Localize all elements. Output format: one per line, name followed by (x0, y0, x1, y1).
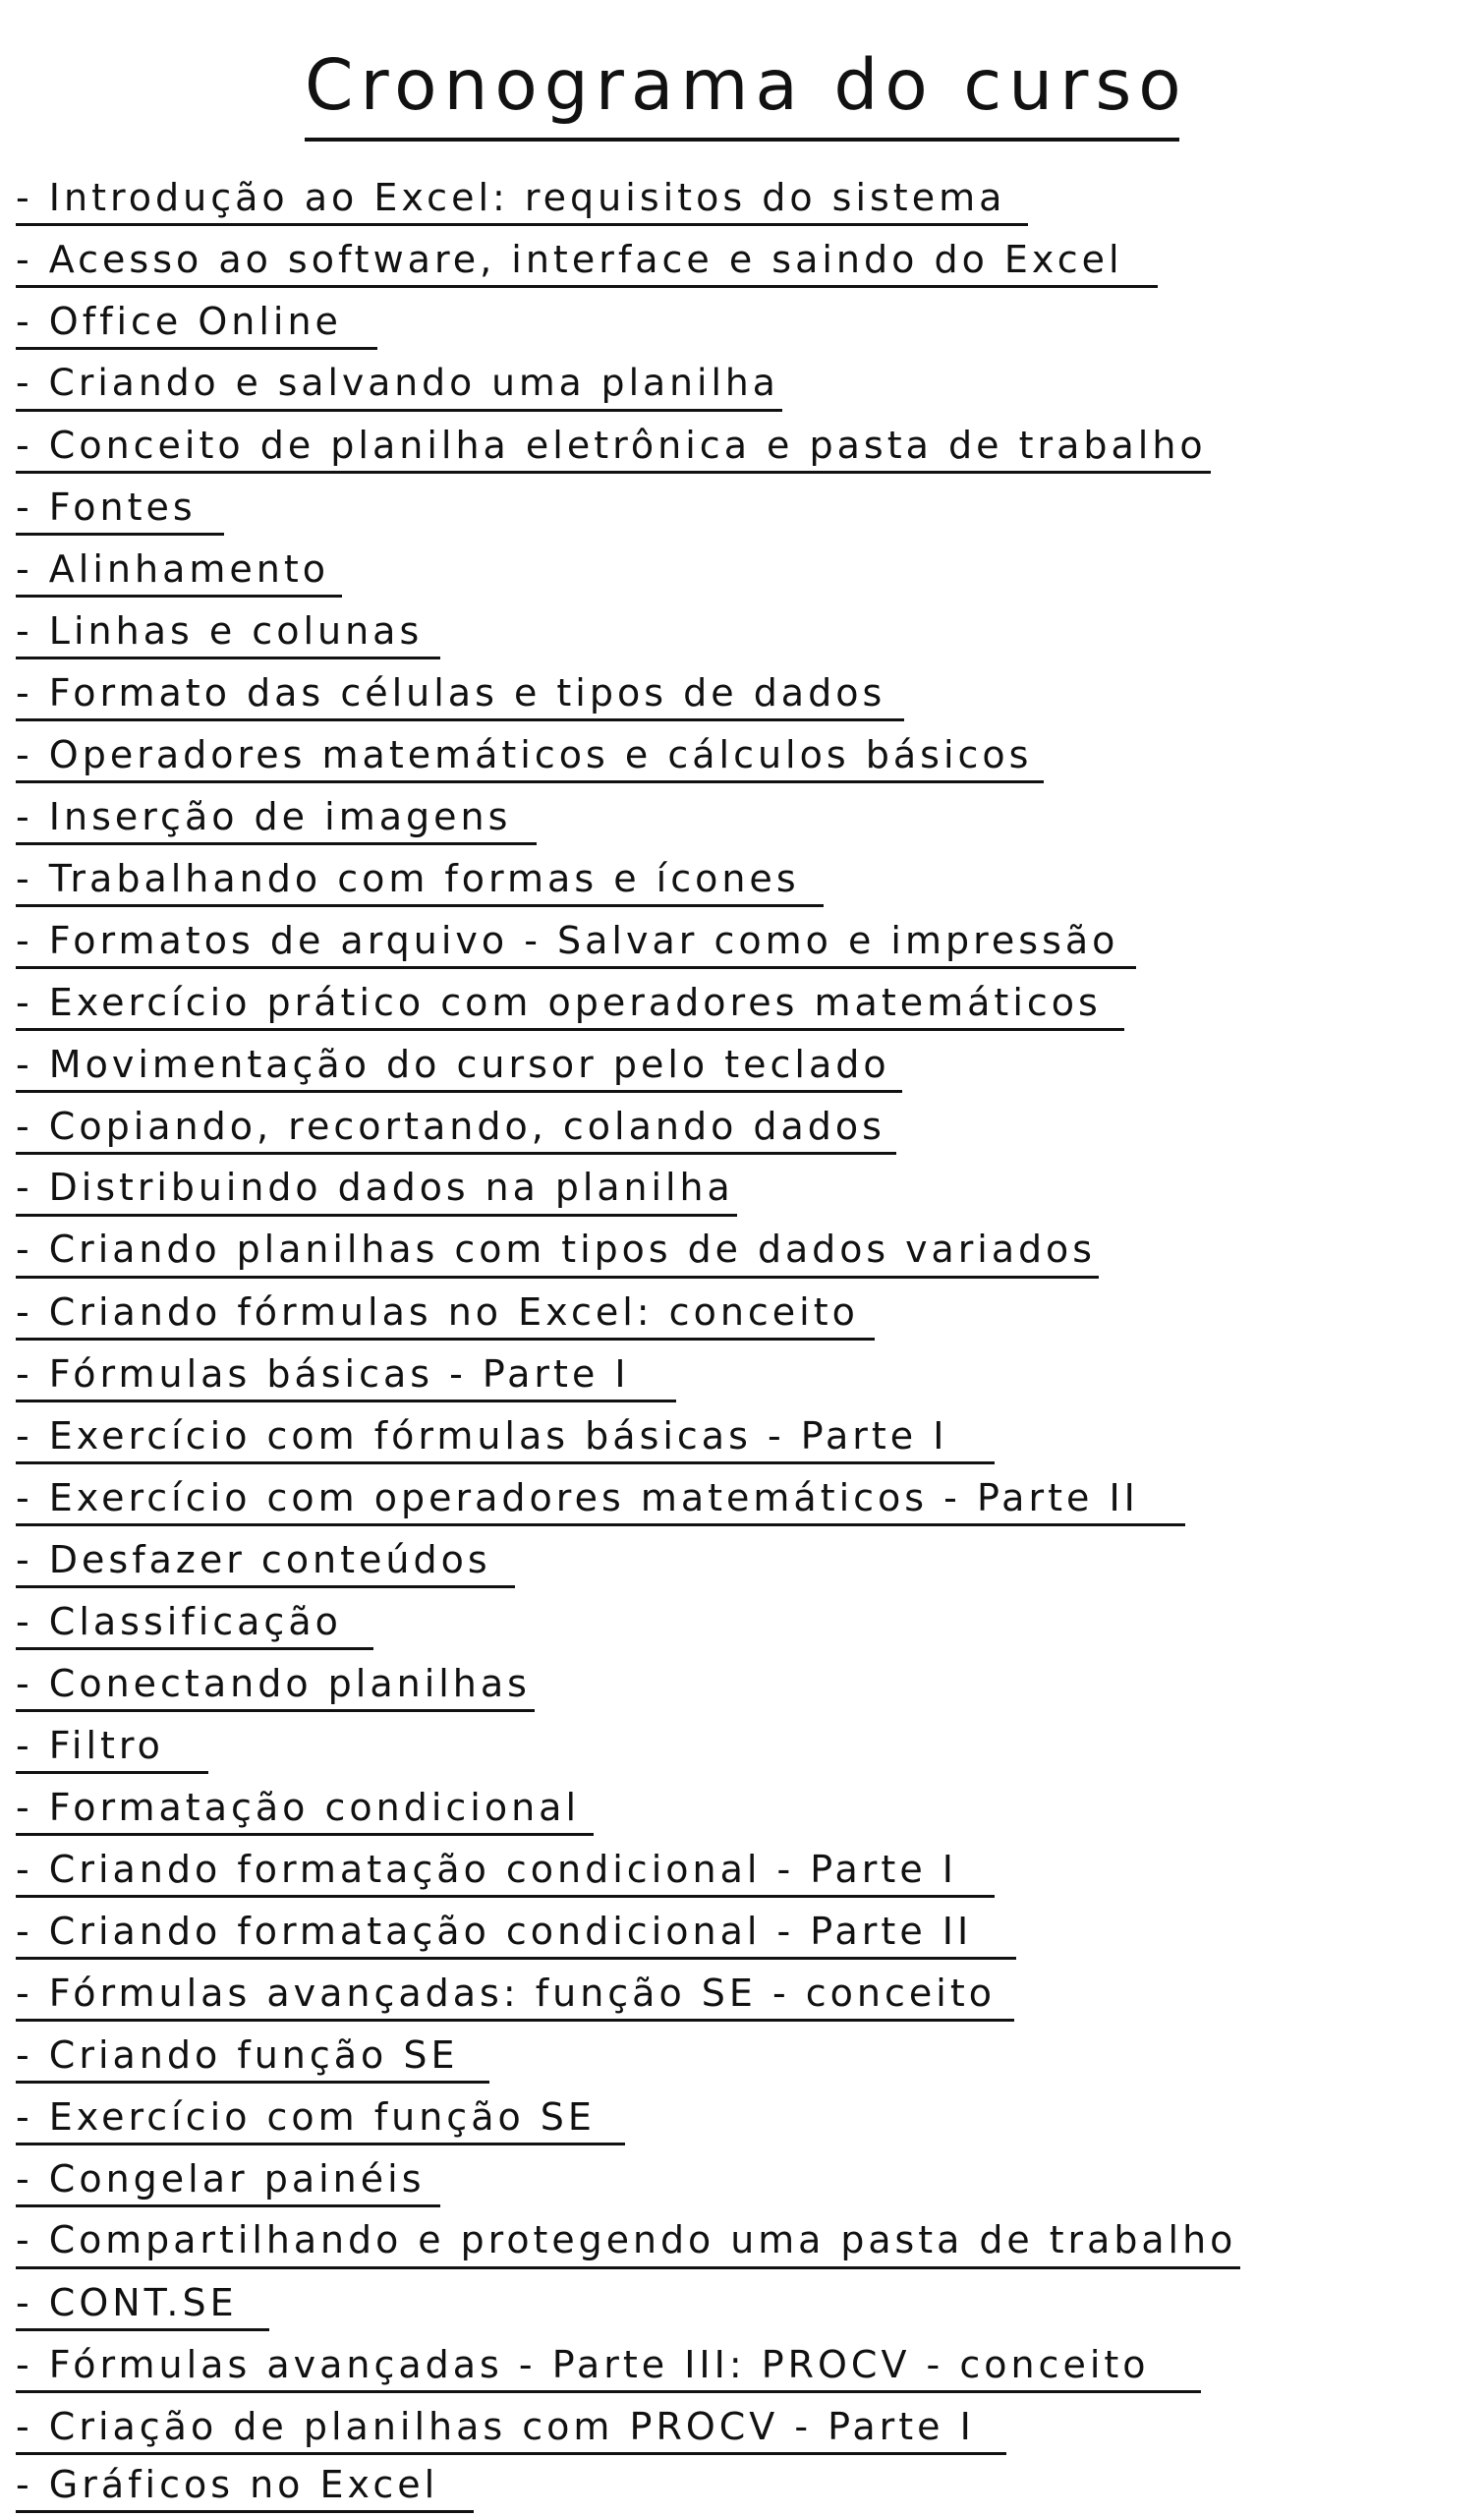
list-item (16, 1529, 515, 1588)
list-item-underline (16, 533, 224, 536)
list-item-text: - Formato das células e tipos de dados (16, 671, 886, 715)
list-item-underline (16, 1895, 995, 1898)
list-item-text: - Formatação condicional (16, 1786, 581, 1829)
list-item (16, 1344, 676, 1402)
list-item (16, 2334, 1201, 2393)
list-item (16, 2210, 1240, 2269)
list-item-text: - Introdução ao Excel: requisitos do sistema (16, 176, 1006, 219)
list-item-text: - Formatos de arquivo - Salvar como e impressão (16, 919, 1119, 962)
list-item-text: - Desfazer conteúdos (16, 1538, 491, 1581)
list-item-underline (16, 2510, 474, 2513)
list-item-underline (16, 1276, 1099, 1279)
list-item-underline (16, 718, 904, 721)
list-item (16, 1653, 535, 1712)
list-item-underline (16, 780, 1044, 783)
list-item (16, 1839, 995, 1898)
list-item-underline (16, 1214, 737, 1217)
list-item-underline (16, 347, 377, 350)
list-item (16, 848, 824, 907)
list-item (16, 2087, 625, 2145)
list-item (16, 1591, 373, 1650)
list-item (16, 662, 904, 721)
list-item (16, 1282, 875, 1341)
list-item-underline (16, 2204, 440, 2207)
list-item-underline (16, 842, 537, 845)
list-item-text: - Criando planilhas com tipos de dados variados (16, 1228, 1096, 1272)
list-item-underline (16, 2390, 1201, 2393)
list-item-underline (16, 2328, 269, 2331)
list-item (16, 353, 782, 412)
list-item (16, 2396, 1006, 2455)
list-item-underline (16, 1338, 875, 1341)
list-item-text: - Criando e salvando uma planilha (16, 361, 779, 405)
list-item-text: - Movimentação do cursor pelo teclado (16, 1043, 890, 1086)
list-item (16, 291, 377, 350)
list-item-underline (16, 1833, 594, 1836)
list-item-text: - Operadores matemáticos e cálculos básicos (16, 733, 1033, 776)
list-item (16, 229, 1158, 288)
list-item-text: - Inserção de imagens (16, 795, 512, 838)
list-item (16, 2148, 440, 2207)
list-item (16, 2272, 269, 2331)
list-item-text: - Compartilhando e protegendo uma pasta de trabalho (16, 2218, 1237, 2262)
list-item-underline (16, 1461, 995, 1464)
list-item-text: - Exercício prático com operadores matemáticos (16, 981, 1102, 1024)
list-item (16, 1901, 1016, 1960)
list-item-text: - Copiando, recortando, colando dados (16, 1105, 885, 1148)
list-item-underline (16, 1400, 676, 1402)
list-item-text: - Congelar painéis (16, 2157, 426, 2201)
list-item-text: - Criando fórmulas no Excel: conceito (16, 1290, 859, 1334)
list-item (16, 539, 342, 598)
list-item (16, 724, 1044, 783)
list-item-text: - Exercício com função SE (16, 2095, 596, 2139)
list-item-text: - Criando formatação condicional - Parte I (16, 1848, 957, 1891)
list-item-text: - Exercício com fórmulas básicas - Parte I (16, 1414, 948, 1458)
list-item (16, 1220, 1099, 1279)
list-item-underline (16, 1028, 1124, 1031)
list-item-underline (16, 409, 782, 412)
list-item-underline (16, 1957, 1016, 1960)
list-item-text: - Conectando planilhas (16, 1662, 531, 1705)
list-item (16, 415, 1211, 474)
list-item-text: - Conceito de planilha eletrônica e pasta de trabalho (16, 424, 1207, 467)
list-item-underline (16, 2143, 625, 2145)
list-item-text: - Gráficos no Excel (16, 2463, 439, 2506)
list-item (16, 1405, 995, 1464)
list-item (16, 1715, 208, 1774)
list-item-underline (16, 1090, 902, 1093)
list-item-underline (16, 471, 1211, 474)
list-item-underline (16, 2081, 489, 2084)
list-item (16, 2454, 474, 2513)
list-item-text: - Fórmulas avançadas: função SE - conceito (16, 1972, 996, 2015)
list-item-underline (16, 1647, 373, 1650)
list-item (16, 1158, 737, 1217)
list-item-underline (16, 1771, 208, 1774)
list-item (16, 786, 537, 845)
list-item (16, 600, 440, 659)
list-item-text: - Filtro (16, 1724, 164, 1767)
list-item-text: - Classificação (16, 1600, 342, 1643)
list-item-underline (16, 2019, 1014, 2022)
list-item (16, 2025, 489, 2084)
list-item-text: - Alinhamento (16, 547, 329, 591)
list-item-underline (16, 1585, 515, 1588)
list-item (16, 477, 224, 536)
list-item-text: - Exercício com operadores matemáticos - Parte II (16, 1476, 1139, 1519)
list-item-underline (16, 2266, 1240, 2269)
list-item-underline (16, 657, 440, 659)
list-item-text: - Criando formatação condicional - Parte II (16, 1910, 973, 1953)
list-item-text: - Distribuindo dados na planilha (16, 1166, 734, 1210)
list-item-text: - CONT.SE (16, 2281, 238, 2324)
list-item-underline (16, 1709, 535, 1712)
list-item-text: - Criação de planilhas com PROCV - Parte I (16, 2405, 975, 2448)
list-item (16, 1963, 1014, 2022)
list-item (16, 1777, 594, 1836)
list-item (16, 1096, 896, 1155)
list-item-text: - Acesso ao software, interface e saindo do Excel (16, 238, 1123, 281)
list-item-underline (16, 1152, 896, 1155)
list-item (16, 972, 1124, 1031)
list-item-underline (16, 904, 824, 907)
list-item-text: - Fórmulas avançadas - Parte III: PROCV - conceito (16, 2343, 1150, 2386)
list-item (16, 1034, 902, 1093)
list-item-text: - Fontes (16, 486, 197, 529)
list-item-underline (16, 1523, 1185, 1526)
list-item-underline (16, 595, 342, 598)
list-item-underline (16, 285, 1158, 288)
list-item-text: - Trabalhando com formas e ícones (16, 857, 800, 900)
list-item (16, 910, 1136, 969)
page-title: Cronograma do curso (305, 44, 1188, 126)
list-item-text: - Criando função SE (16, 2033, 459, 2077)
list-item-text: - Linhas e colunas (16, 609, 424, 653)
list-item-text: - Fórmulas básicas - Parte I (16, 1352, 630, 1396)
list-item-underline (16, 966, 1136, 969)
list-item (16, 167, 1028, 226)
list-item-text: - Office Online (16, 300, 342, 343)
list-item-underline (16, 223, 1028, 226)
list-item (16, 1467, 1185, 1526)
